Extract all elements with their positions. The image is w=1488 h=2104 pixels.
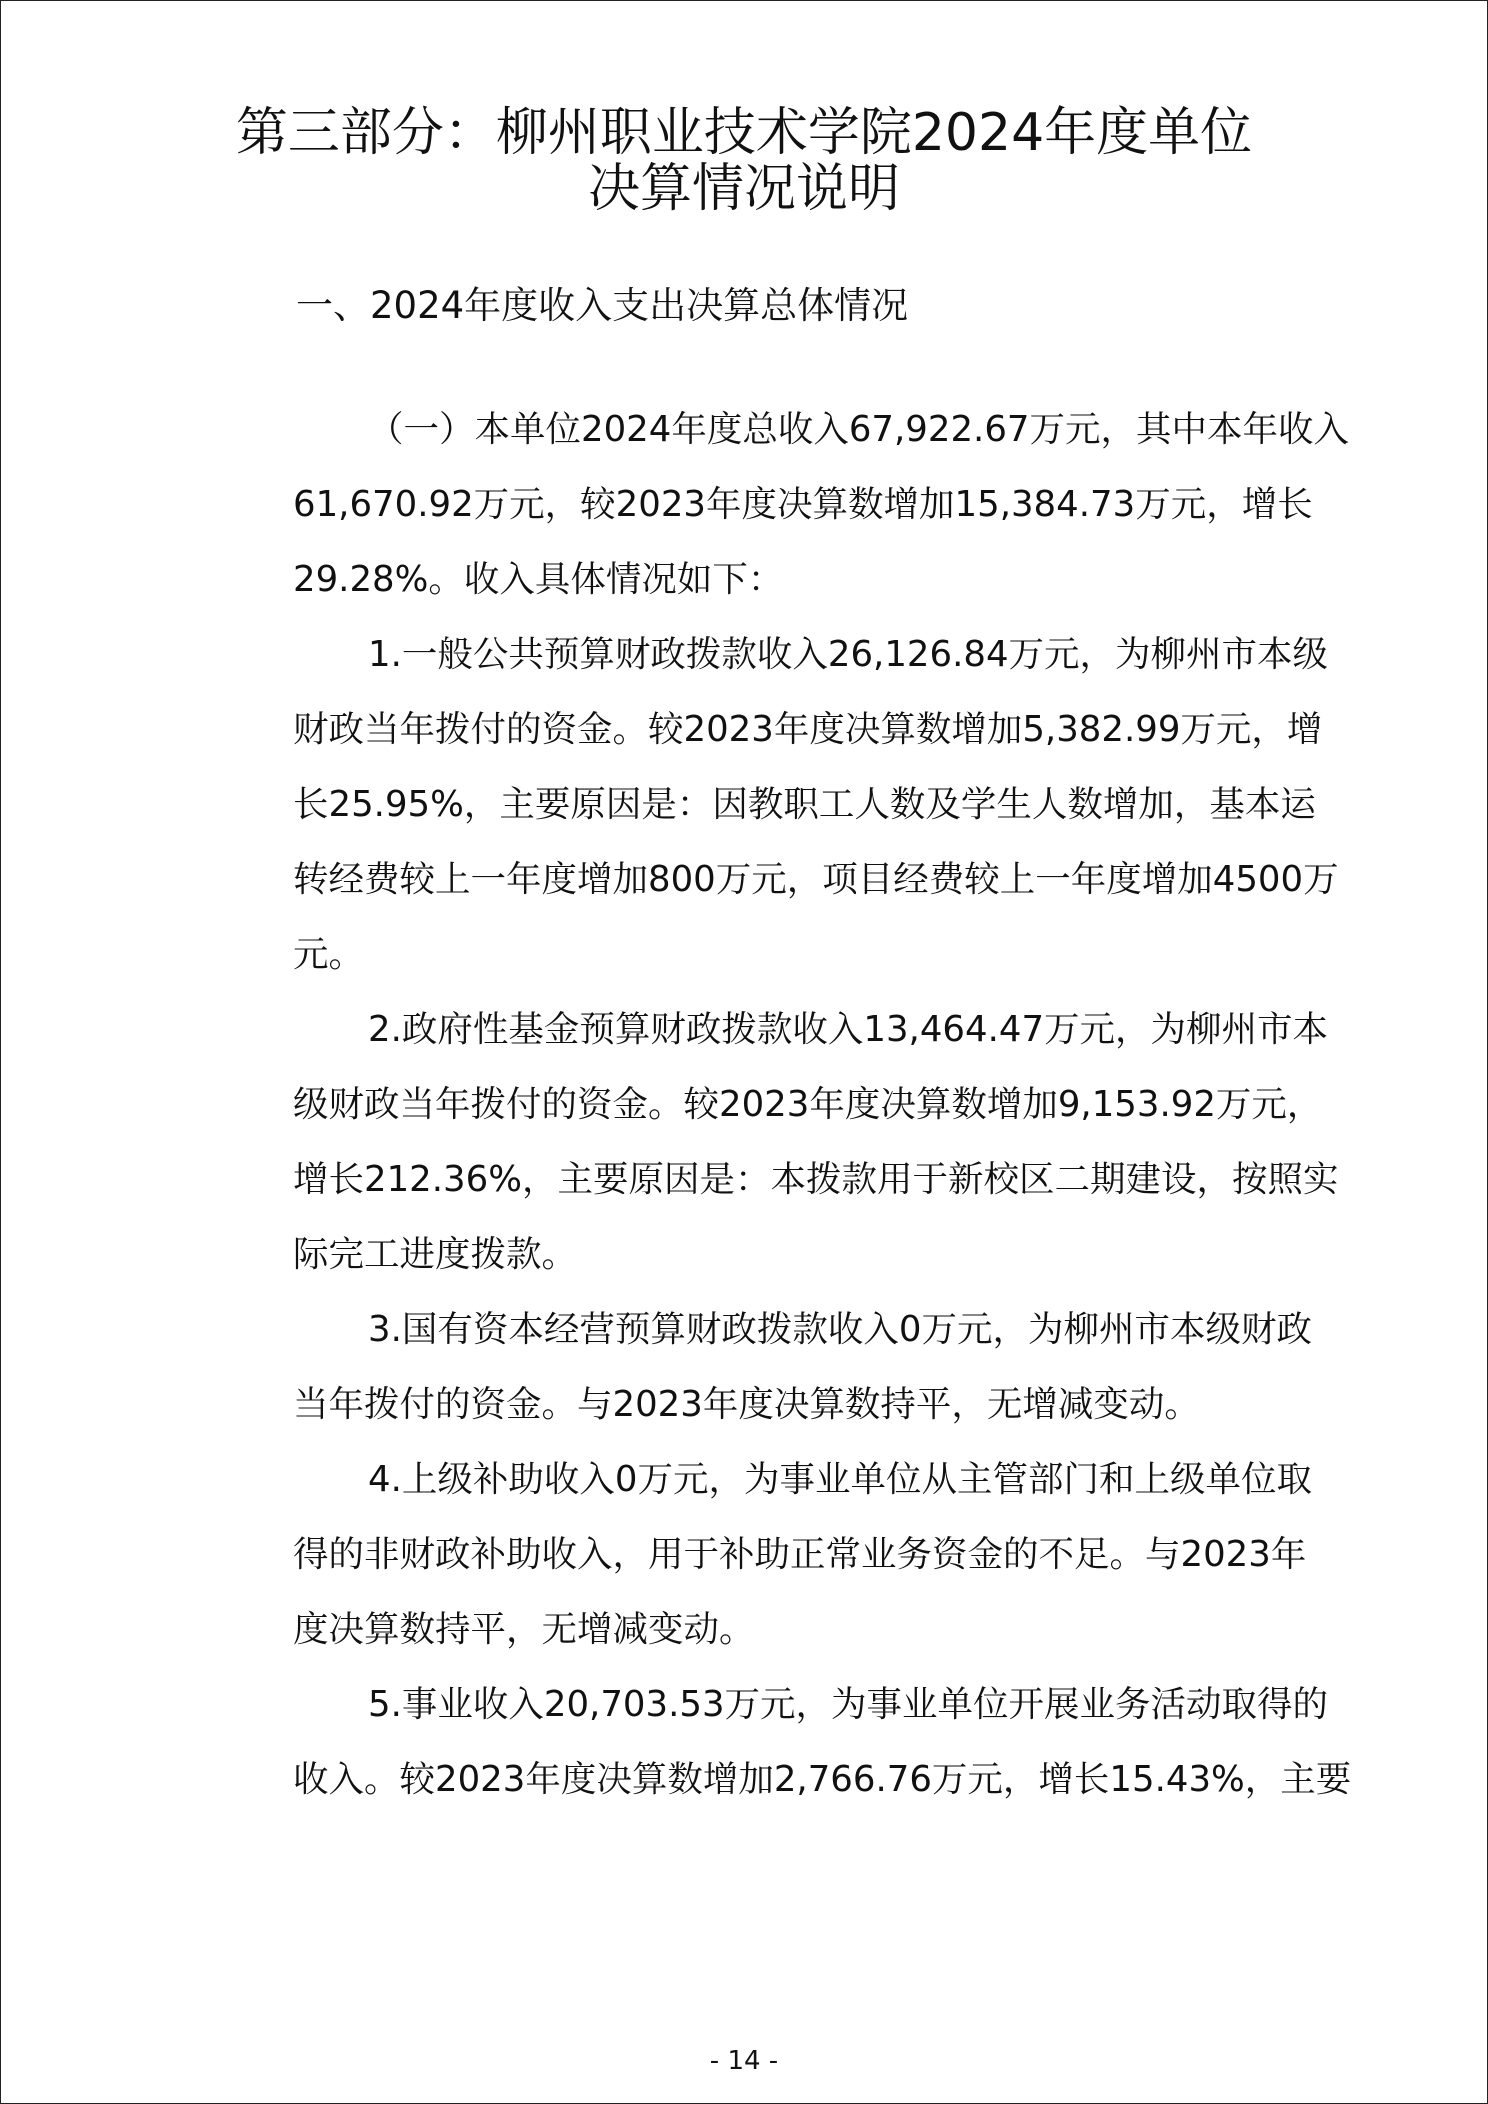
text-line: 4.上级补助收入0万元，为事业单位从主管部门和上级单位取 (368, 1459, 1312, 1500)
page-number: - 14 - (709, 2046, 779, 2076)
text-line: 3.国有资本经营预算财政拨款收入0万元，为柳州市本级财政 (368, 1309, 1312, 1350)
text-line: 际完工进度拨款。 (293, 1234, 578, 1275)
text-line: 当年拨付的资金。与2023年度决算数持平，无增减变动。 (293, 1384, 1200, 1425)
text-line: 29.28%。收入具体情况如下： (293, 559, 784, 600)
section-heading: 一、2024年度收入支出决算总体情况 (296, 284, 909, 327)
document-title-line-1: 第三部分：柳州职业技术学院2024年度单位 (235, 103, 1253, 163)
paragraph-general-budget (218, 617, 1339, 992)
paragraph-state-capital (218, 1292, 1312, 1442)
text-line: 长25.95%，主要原因是：因教职工人数及学生人数增加，基本运 (293, 784, 1316, 825)
text-line: 转经费较上一年度增加800万元，项目经费较上一年度增加4500万 (293, 859, 1339, 900)
text-line: 61,670.92万元，较2023年度决算数增加15,384.73万元，增长 (293, 484, 1313, 525)
text-line: 级财政当年拨付的资金。较2023年度决算数增加9,153.92万元， (293, 1084, 1323, 1125)
document-title-line-2: 决算情况说明 (587, 159, 900, 219)
text-line: 元。 (293, 934, 365, 975)
paragraph-government-fund (218, 992, 1339, 1292)
text-line: 财政当年拨付的资金。较2023年度决算数增加5,382.99万元，增 (293, 709, 1323, 750)
text-line: 2.政府性基金预算财政拨款收入13,464.47万元，为柳州市本 (368, 1009, 1329, 1050)
paragraph-business-income (218, 1667, 1352, 1817)
text-line: 5.事业收入20,703.53万元，为事业单位开展业务活动取得的 (368, 1684, 1329, 1725)
paragraph-superior-subsidy (218, 1442, 1312, 1667)
body-text (218, 392, 1352, 1817)
text-line: 收入。较2023年度决算数增加2,766.76万元，增长15.43%，主要 (293, 1759, 1352, 1800)
text-line: 得的非财政补助收入，用于补助正常业务资金的不足。与2023年 (293, 1534, 1307, 1575)
text-line: 1.一般公共预算财政拨款收入26,126.84万元，为柳州市本级 (368, 634, 1329, 675)
text-line: 度决算数持平，无增减变动。 (293, 1609, 755, 1650)
paragraph-total-income (218, 392, 1350, 617)
text-line: 增长212.36%，主要原因是：本拨款用于新校区二期建设，按照实 (293, 1159, 1339, 1200)
text-line: （一）本单位2024年度总收入67,922.67万元，其中本年收入 (368, 409, 1350, 450)
